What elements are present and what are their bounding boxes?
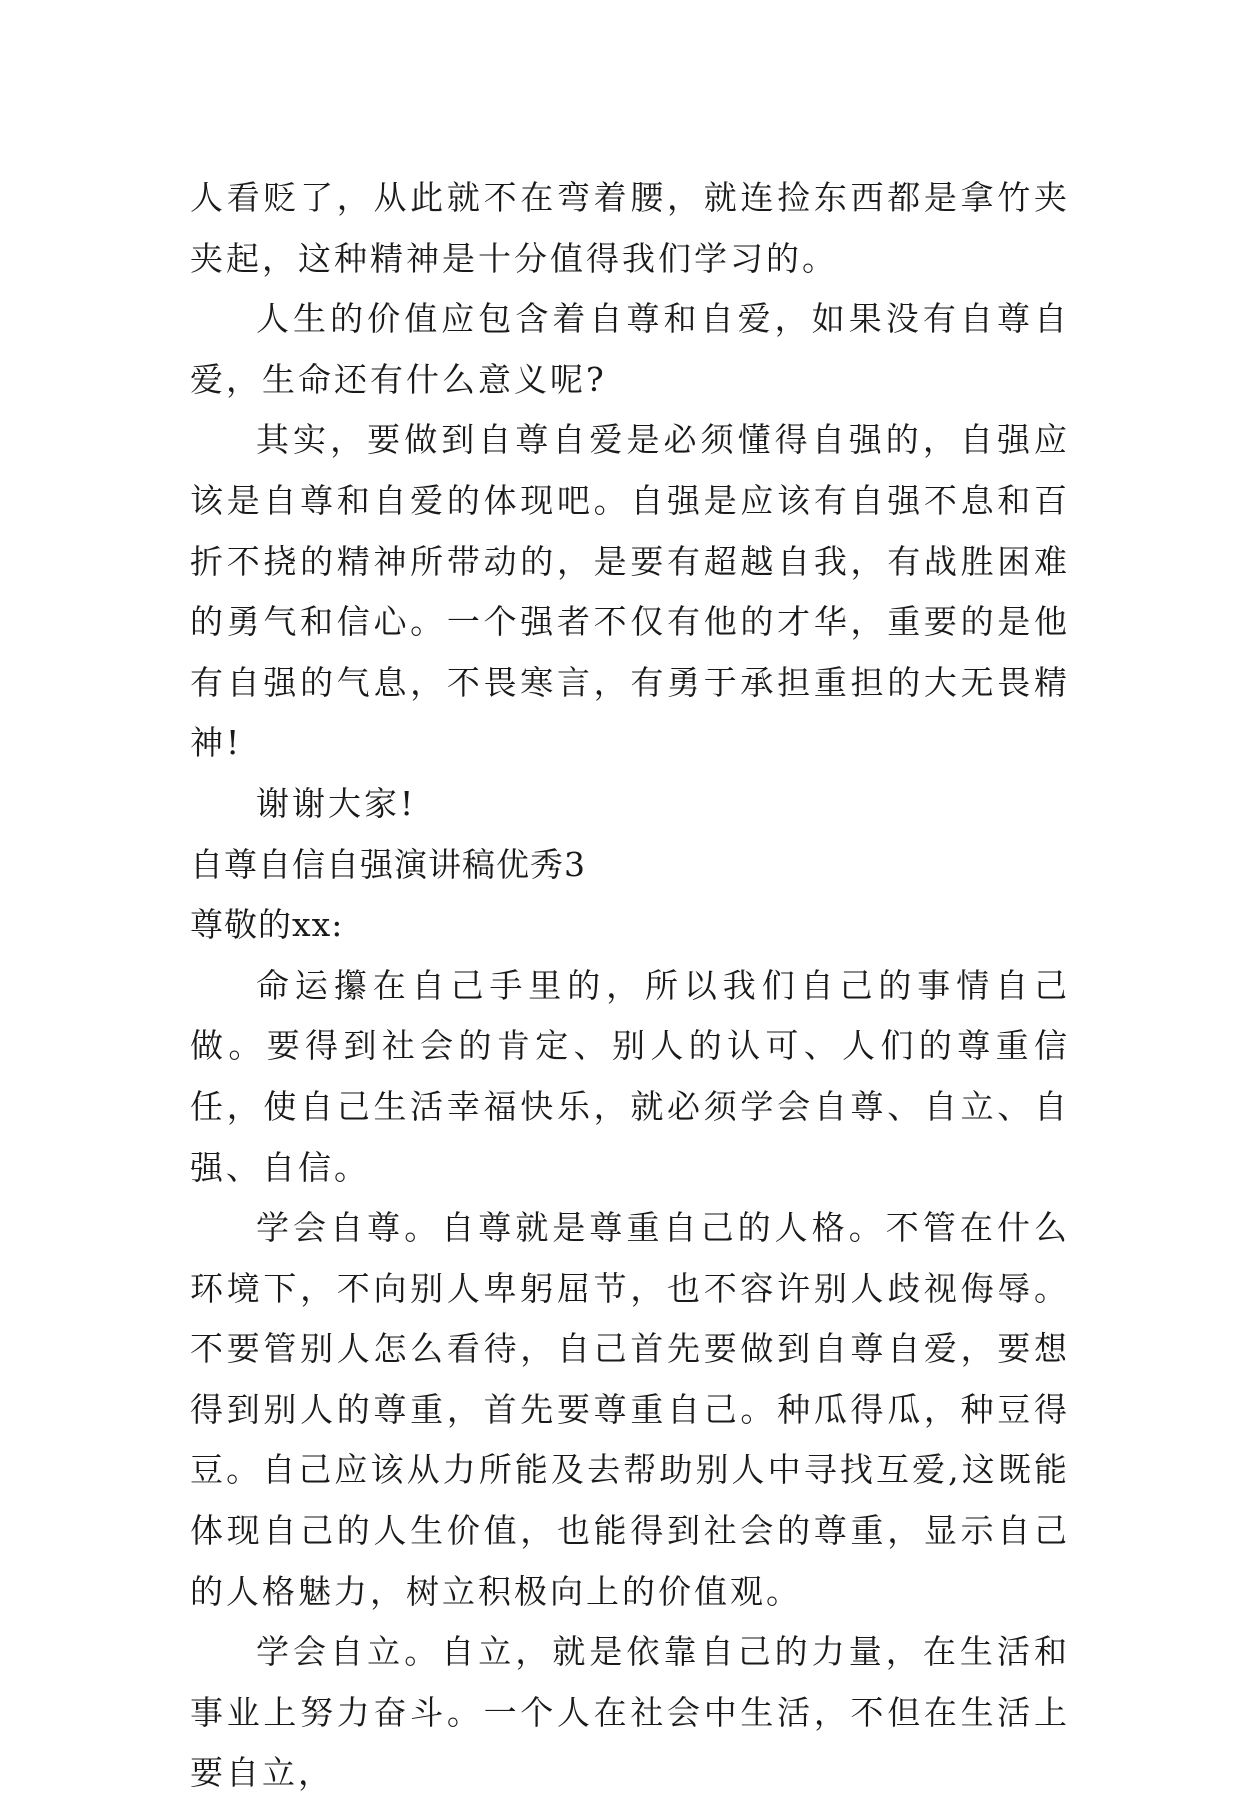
salutation: 尊敬的xx: (190, 905, 344, 945)
paragraph-self-strengthening: 其实，要做到自尊自爱是必须懂得自强的，自强应该是自尊和自爱的体现吧。自强是应该有自强不息和百折不挠的精神所带动的，是要有超越自我，有战胜困难的勇气和信心。一个强者不仅有他的才华，重要的是他有自强的气息，不畏寒言，有勇于承担重担的大无畏精神! (190, 420, 1070, 763)
paragraph-fate: 命运攥在自己手里的，所以我们自己的事情自己做。要得到社会的肯定、别人的认可、人们的尊重信任，使自己生活幸福快乐，就必须学会自尊、自立、自强、自信。 (190, 965, 1070, 1187)
closing-thanks: 谢谢大家! (256, 783, 417, 823)
paragraph-self-reliance: 学会自立。自立，就是依靠自己的力量，在生活和事业上努力奋斗。一个人在社会中生活，不但在生活上要自立， (190, 1632, 1070, 1793)
section-heading: 自尊自信自强演讲稿优秀3 (190, 844, 586, 884)
paragraph-continuation: 人看贬了，从此就不在弯着腰，就连捡东西都是拿竹夹夹起，这种精神是十分值得我们学习的。 (190, 178, 1070, 278)
paragraph-value-of-life: 人生的价值应包含着自尊和自爱，如果没有自尊自爱，生命还有什么意义呢? (190, 299, 1070, 399)
paragraph-self-respect: 学会自尊。自尊就是尊重自己的人格。不管在什么环境下，不向别人卑躬屈节，也不容许别人歧视侮辱。不要管别人怎么看待，自己首先要做到自尊自爱，要想得到别人的尊重，首先要尊重自己。种瓜得瓜，种豆得豆。自己应该从力所能及去帮助别人中寻找互爱,这既能体现自己的人生价值，也能得到社会的尊重，显示自己的人格魅力，树立积极向上的价值观。 (190, 1208, 1070, 1611)
document-body (190, 168, 1070, 1804)
